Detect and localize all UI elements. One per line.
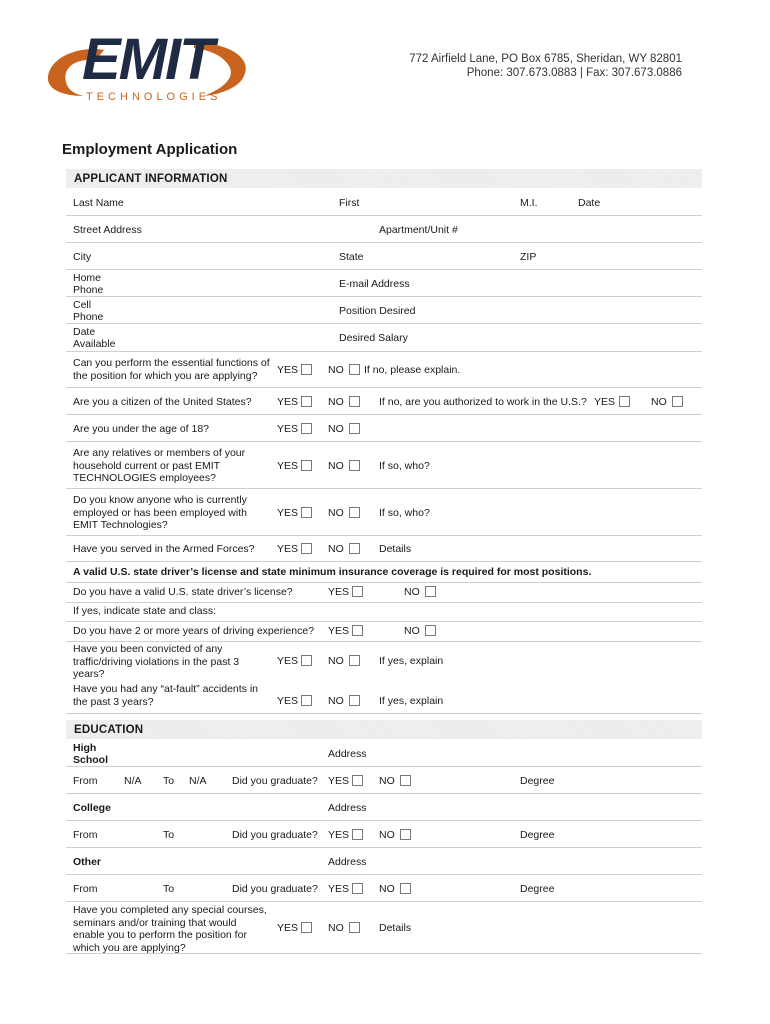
divider	[66, 820, 702, 821]
question-citizen: Are you a citizen of the United States?	[73, 396, 252, 408]
no-checkbox[interactable]	[400, 829, 411, 840]
yes-label: YES	[328, 775, 350, 787]
label-address: Address	[328, 748, 367, 760]
question-state-class: If yes, indicate state and class:	[73, 605, 216, 617]
label-date-available-1: Date	[73, 326, 96, 338]
yes-label: YES	[328, 625, 350, 637]
no-checkbox[interactable]	[425, 586, 436, 597]
logo-word: EMIT	[82, 27, 213, 92]
followup-know: If so, who?	[379, 507, 430, 519]
label-cell-phone-2: Phone	[73, 311, 104, 323]
divider	[66, 323, 702, 324]
divider	[66, 582, 702, 583]
label-college: College	[73, 802, 111, 814]
yes-label: YES	[277, 460, 299, 472]
divider	[66, 441, 702, 442]
company-contact: Phone: 307.673.0883 | Fax: 307.673.0886	[466, 67, 682, 79]
divider	[66, 269, 702, 270]
divider	[66, 215, 702, 216]
label-degree: Degree	[520, 883, 555, 895]
divider	[66, 351, 702, 352]
no-label: NO	[651, 396, 667, 408]
label-cell-phone-1: Cell	[73, 299, 92, 311]
label-address: Address	[328, 856, 367, 868]
yes-label: YES	[277, 507, 299, 519]
no-checkbox[interactable]	[349, 695, 360, 706]
divider	[66, 847, 702, 848]
question-violations: Have you been convicted of any traffic/driving violations in the past 3 years?	[73, 643, 240, 680]
section-band	[66, 720, 702, 739]
divider	[66, 242, 702, 243]
no-label: NO	[328, 695, 344, 707]
divider	[66, 602, 702, 603]
label-mi: M.I.	[520, 197, 538, 209]
section-title-applicant: APPLICANT INFORMATION	[74, 173, 228, 185]
no-label: NO	[328, 460, 344, 472]
label-to: To	[163, 829, 175, 841]
no-checkbox[interactable]	[349, 460, 360, 471]
yes-label: YES	[328, 829, 350, 841]
divider	[66, 901, 702, 902]
value-to: N/A	[189, 775, 207, 787]
no-checkbox[interactable]	[400, 775, 411, 786]
page-title: Employment Application	[62, 141, 238, 158]
label-from: From	[73, 775, 98, 787]
yes-checkbox[interactable]	[301, 507, 312, 518]
question-armed: Have you served in the Armed Forces?	[73, 543, 255, 555]
no-checkbox[interactable]	[425, 625, 436, 636]
label-first: First	[339, 197, 360, 209]
yes-checkbox[interactable]	[301, 364, 312, 375]
yes-label: YES	[277, 423, 299, 435]
no-checkbox[interactable]	[349, 655, 360, 666]
label-home-phone-2: Phone	[73, 284, 104, 296]
no-label: NO	[328, 655, 344, 667]
no-checkbox[interactable]	[349, 364, 360, 375]
label-home-phone-1: Home	[73, 272, 102, 284]
question-under18: Are you under the age of 18?	[73, 423, 210, 435]
label-salary: Desired Salary	[339, 332, 408, 344]
no-label: NO	[328, 922, 344, 934]
no-checkbox[interactable]	[349, 922, 360, 933]
yes-label: YES	[277, 922, 299, 934]
yes-checkbox[interactable]	[301, 460, 312, 471]
label-last-name: Last Name	[73, 197, 124, 209]
no-label: NO	[404, 586, 420, 598]
divider	[66, 793, 702, 794]
yes-checkbox[interactable]	[352, 775, 363, 786]
label-date-available-2: Available	[73, 338, 116, 350]
no-label: NO	[328, 423, 344, 435]
followup-accidents: If yes, explain	[379, 695, 444, 707]
yes-checkbox[interactable]	[301, 655, 312, 666]
no-label: NO	[328, 507, 344, 519]
divider	[66, 387, 702, 388]
label-zip: ZIP	[520, 251, 537, 263]
yes-checkbox[interactable]	[352, 586, 363, 597]
no-label: NO	[379, 775, 395, 787]
logo-subtitle: TECHNOLOGIES	[86, 91, 222, 103]
yes-checkbox[interactable]	[301, 423, 312, 434]
license-notice: A valid U.S. state driver’s license and state minimum insurance coverage is required for most positions.	[73, 566, 592, 578]
yes-checkbox[interactable]	[301, 543, 312, 554]
no-label: NO	[328, 364, 344, 376]
followup-essential: If no, please explain.	[364, 364, 461, 376]
yes-label: YES	[277, 364, 299, 376]
yes-label: YES	[328, 883, 350, 895]
followup-special: Details	[379, 922, 412, 934]
no-checkbox[interactable]	[349, 423, 360, 434]
label-to: To	[163, 775, 175, 787]
label-position: Position Desired	[339, 305, 416, 317]
no-label: NO	[328, 543, 344, 555]
question-experience: Do you have 2 or more years of driving experience?	[73, 625, 315, 637]
divider	[66, 535, 702, 536]
no-label: NO	[379, 883, 395, 895]
label-to: To	[163, 883, 175, 895]
no-checkbox[interactable]	[349, 396, 360, 407]
label-high-school-1: High	[73, 742, 97, 754]
label-street: Street Address	[73, 224, 142, 236]
yes-checkbox[interactable]	[352, 829, 363, 840]
label-graduate: Did you graduate?	[232, 829, 318, 841]
label-high-school-2: School	[73, 754, 109, 766]
authorized-yes-checkbox[interactable]	[619, 396, 630, 407]
label-degree: Degree	[520, 775, 555, 787]
followup-violations: If yes, explain	[379, 655, 444, 667]
company-address: 772 Airfield Lane, PO Box 6785, Sheridan, WY 82801	[409, 53, 682, 65]
label-other: Other	[73, 856, 102, 868]
value-from: N/A	[124, 775, 142, 787]
yes-checkbox[interactable]	[301, 695, 312, 706]
no-label: NO	[404, 625, 420, 637]
label-city: City	[73, 251, 92, 263]
yes-label: YES	[277, 655, 299, 667]
yes-label: YES	[594, 396, 616, 408]
divider	[66, 953, 702, 954]
followup-citizen: If no, are you authorized to work in the U.S.?	[379, 396, 587, 408]
yes-label: YES	[328, 586, 350, 598]
divider	[66, 766, 702, 767]
no-label: NO	[328, 396, 344, 408]
label-graduate: Did you graduate?	[232, 883, 318, 895]
no-label: NO	[379, 829, 395, 841]
divider	[66, 713, 702, 714]
section-title-education: EDUCATION	[74, 724, 144, 736]
label-from: From	[73, 883, 98, 895]
question-license: Do you have a valid U.S. state driver’s license?	[73, 586, 293, 598]
question-essential: Can you perform the essential functions of the position for which you are applying?	[73, 357, 270, 382]
question-special-courses: Have you completed any special courses, seminars and/or training that would enable you to perform the position for which you are applying?	[73, 904, 267, 954]
no-checkbox[interactable]	[349, 507, 360, 518]
yes-checkbox[interactable]	[352, 883, 363, 894]
no-checkbox[interactable]	[400, 883, 411, 894]
yes-label: YES	[277, 695, 299, 707]
label-degree: Degree	[520, 829, 555, 841]
yes-checkbox[interactable]	[301, 922, 312, 933]
question-accidents: Have you had any “at-fault” accidents in the past 3 years?	[73, 683, 259, 708]
yes-label: YES	[277, 396, 299, 408]
divider	[66, 874, 702, 875]
no-checkbox[interactable]	[349, 543, 360, 554]
label-address: Address	[328, 802, 367, 814]
yes-checkbox[interactable]	[301, 396, 312, 407]
authorized-no-checkbox[interactable]	[672, 396, 683, 407]
label-from: From	[73, 829, 98, 841]
divider	[66, 488, 702, 489]
question-relatives: Are any relatives or members of your household current or past EMIT TECHNOLOGIES employees?	[73, 447, 246, 484]
divider	[66, 641, 702, 642]
divider	[66, 296, 702, 297]
label-apt: Apartment/Unit #	[379, 224, 458, 236]
label-date: Date	[578, 197, 601, 209]
label-state: State	[339, 251, 364, 263]
yes-checkbox[interactable]	[352, 625, 363, 636]
yes-label: YES	[277, 543, 299, 555]
divider	[66, 561, 702, 562]
question-know-anyone: Do you know anyone who is currently employed or has been employed with EMIT Technologies?	[73, 494, 247, 531]
divider	[66, 414, 702, 415]
label-email: E-mail Address	[339, 278, 410, 290]
followup-armed: Details	[379, 543, 412, 555]
label-graduate: Did you graduate?	[232, 775, 318, 787]
followup-relatives: If so, who?	[379, 460, 430, 472]
divider	[66, 621, 702, 622]
